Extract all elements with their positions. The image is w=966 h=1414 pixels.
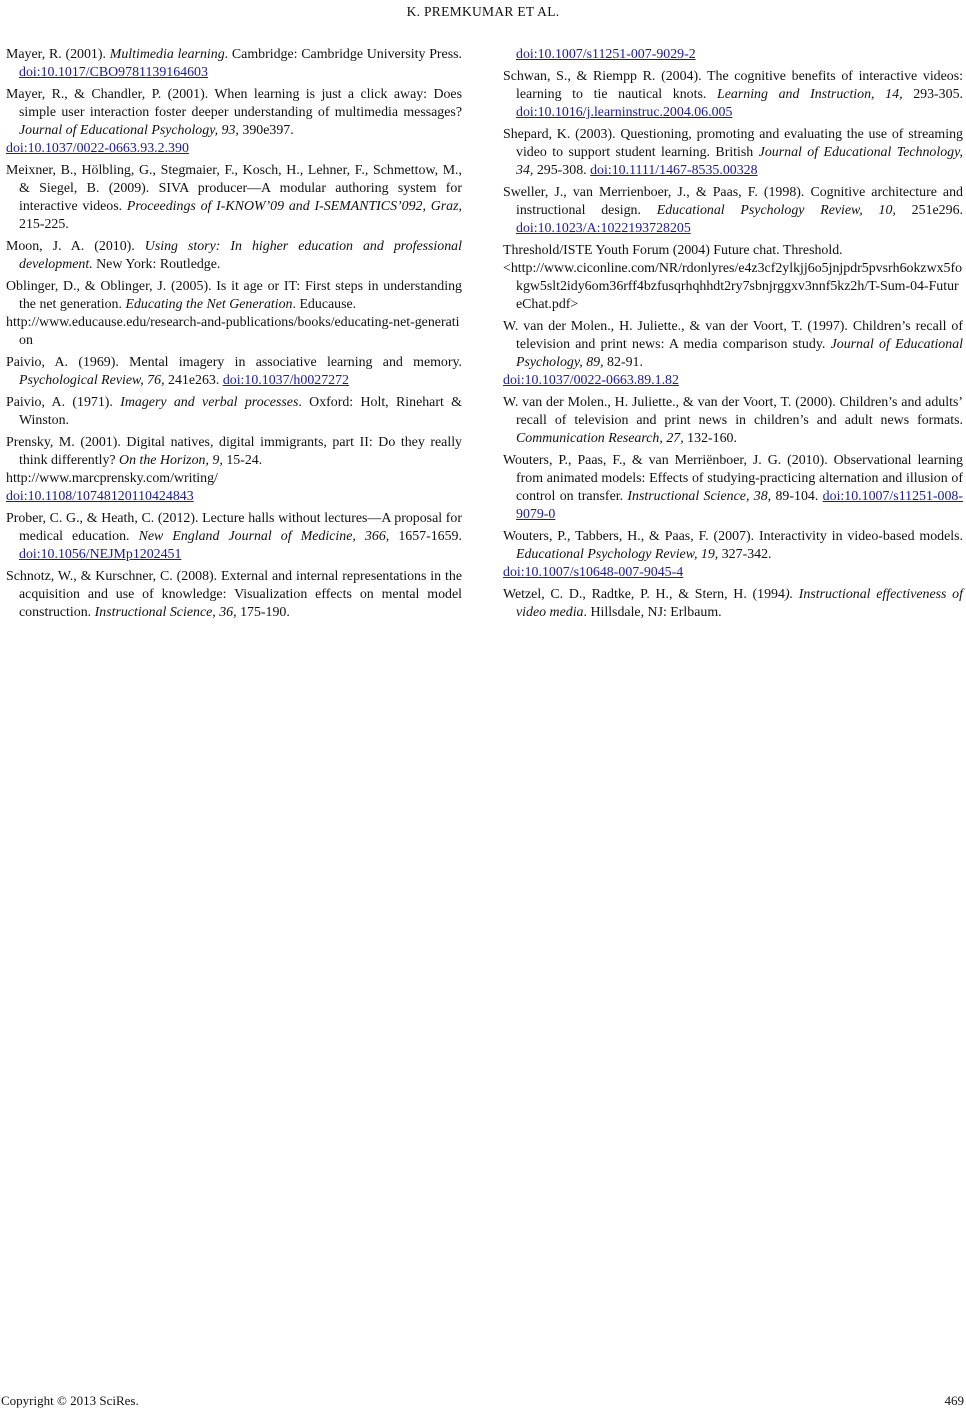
reference-url[interactable]: http://www.educause.edu/research-and-publications/books/educating-net-generation: [6, 315, 460, 349]
reference-journal: New England Journal of Medicine, 366,: [138, 528, 390, 544]
reference-item: [503, 528, 963, 582]
doi-link[interactable]: doi:10.1016/j.learninstruc.2004.06.005: [516, 104, 733, 120]
reference-item: [6, 394, 462, 430]
reference-text: Shepard, K. (2003). Questioning, promoting and evaluating the use of streaming video to support student learning. British: [503, 126, 963, 160]
reference-text: Schwan, S., & Riempp R. (2004). The cognitive benefits of interactive videos: learning to tie nautical knots.: [503, 68, 963, 102]
reference-item: [503, 318, 963, 391]
reference-text: Prensky, M. (2001). Digital natives, digital immigrants, part II: Do they really think differently?: [6, 434, 462, 468]
reference-text: Moon, J. A. (2010).: [6, 239, 145, 255]
reference-text: 175-190.: [236, 605, 290, 621]
reference-item: [503, 126, 963, 180]
reference-item: [6, 162, 462, 235]
reference-continuation: [503, 46, 963, 64]
doi-link[interactable]: doi:10.1111/1467-8535.00328: [590, 162, 758, 178]
reference-item: [6, 354, 462, 390]
running-head: K. PREMKUMAR ET AL.: [406, 4, 560, 19]
reference-text: Mayer, R. (2001).: [6, 47, 110, 62]
reference-item: [6, 510, 462, 564]
reference-text: Mayer, R., & Chandler, P. (2001). When learning is just a click away: Does simple user interaction foster deeper understanding of multimedia messages?: [6, 86, 462, 120]
reference-text: Wouters, P., Paas, F., & van Merriënboer, J. G. (2010). Observational learning from animated models: Effects of studying-practicing alternation and illusion of control on transfer.: [503, 452, 963, 505]
reference-text: Threshold/ISTE Youth Forum (2004) Future chat. Threshold.: [503, 242, 843, 258]
reference-journal: Proceedings of I-KNOW’09 and I-SEMANTICS’092, Graz,: [126, 199, 462, 215]
reference-journal: Learning and Instruction, 14,: [717, 86, 903, 102]
references-right-column: [503, 46, 963, 626]
reference-journal: Journal of Educational Psychology, 89,: [516, 336, 963, 370]
reference-text: 327-342.: [718, 547, 772, 563]
reference-journal: Instructional Science, 38,: [627, 489, 772, 505]
reference-text: 89-104.: [771, 489, 823, 505]
reference-title: Educating the Net Generation: [125, 297, 293, 313]
reference-text: 1657-1659.: [389, 528, 462, 544]
reference-text: 241e263.: [164, 373, 223, 389]
reference-item: [6, 86, 462, 159]
reference-item: [503, 452, 963, 525]
reference-item: [6, 278, 462, 351]
reference-item: [6, 568, 462, 622]
reference-text: Wouters, P., Tabbers, H., & Paas, F. (2007). Interactivity in video-based models.: [503, 528, 963, 544]
reference-item: [503, 68, 963, 122]
reference-title: Imagery and verbal processes: [120, 394, 299, 410]
reference-text: 293-305.: [902, 86, 963, 102]
reference-url[interactable]: http://www.marcprensky.com/writing/: [6, 470, 218, 486]
doi-link[interactable]: doi:10.1037/0022-0663.89.1.82: [503, 373, 679, 389]
reference-title: Using story: In higher education and professional development.: [19, 239, 462, 273]
reference-item: [6, 46, 462, 82]
reference-item: [503, 242, 963, 315]
reference-title: Multimedia learning: [109, 47, 225, 62]
reference-text: 82-91.: [603, 355, 643, 370]
reference-text: . Oxford: Holt, Rinehart & Winston.: [19, 394, 462, 428]
reference-text: 390e397.: [238, 123, 294, 139]
reference-journal: Educational Psychology Review, 19,: [516, 547, 719, 563]
reference-journal: Journal of Educational Psychology, 93,: [19, 123, 239, 139]
reference-text: 295-308.: [533, 162, 591, 178]
reference-item: [6, 434, 462, 507]
page-number: 469: [944, 1393, 964, 1408]
reference-text: 15-24.: [222, 452, 263, 468]
reference-text: 251e296.: [895, 202, 963, 218]
reference-text: 132-160.: [683, 431, 737, 447]
reference-item: [503, 184, 963, 238]
reference-text: W. van der Molen., H. Juliette., & van der Voort, T. (2000). Children’s and adults’ recall of television and print news in children’s and adult news formats.: [503, 394, 963, 428]
reference-url[interactable]: <http://www.ciconline.com/NR/rdonlyres/e4z3cf2ylkjj6o5jnjpdr5pvsrh6okzwx5fokgw5slt2idy6om36rff4bzfusqrhqhhdt2ry7sbnjrggxv3nnf5kz2h/T-Sum-04-FutureChat.pdf>: [503, 260, 963, 313]
doi-link[interactable]: doi:10.1108/10748120110424843: [6, 489, 194, 505]
doi-link[interactable]: doi:10.1007/s10648-007-9045-4: [503, 565, 684, 581]
doi-link[interactable]: doi:10.1037/0022-0663.93.2.390: [6, 141, 189, 157]
reference-text: Schnotz, W., & Kurschner, C. (2008). External and internal representations in the acquisition and use of knowledge: Visualization effects on mental model construction.: [6, 568, 462, 621]
reference-text: 215-225.: [19, 217, 69, 233]
reference-title: ). Instructional effectiveness of video media: [516, 586, 963, 621]
copyright-notice: Copyright © 2013 SciRes.: [1, 1393, 139, 1408]
reference-journal: Journal of Educational Technology, 34,: [516, 144, 963, 178]
doi-link[interactable]: doi:10.1007/s11251-007-9029-2: [516, 47, 696, 62]
references-left-column: [6, 46, 462, 626]
reference-journal: Psychological Review, 76,: [19, 373, 165, 389]
reference-text: . Educause.: [292, 297, 357, 313]
reference-text: Paivio, A. (1969). Mental imagery in associative learning and memory.: [6, 355, 462, 370]
reference-text: Prober, C. G., & Heath, C. (2012). Lecture halls without lectures—A proposal for medical education.: [6, 510, 462, 544]
doi-link[interactable]: doi:10.1056/NEJMp1202451: [19, 547, 182, 563]
reference-text: Sweller, J., van Merrienboer, J., & Paas, F. (1998). Cognitive architecture and instructional design.: [503, 184, 963, 218]
reference-journal: Educational Psychology Review, 10,: [656, 202, 896, 218]
reference-text: Oblinger, D., & Oblinger, J. (2005). Is it age or IT: First steps in understanding the net generation.: [6, 278, 462, 313]
reference-text: Paivio, A. (1971).: [6, 394, 121, 410]
doi-link[interactable]: doi:10.1023/A:1022193728205: [516, 220, 691, 236]
reference-item: [6, 238, 462, 274]
doi-link[interactable]: doi:10.1037/h0027272: [222, 373, 349, 389]
reference-text: . Cambridge: Cambridge University Press.: [224, 47, 462, 62]
doi-link[interactable]: doi:10.1007/s11251-008-9079-0: [516, 489, 963, 523]
reference-item: [503, 586, 963, 622]
reference-text: W. van der Molen., H. Juliette., & van der Voort, T. (1997). Children’s recall of television and print news: A media comparison study.: [503, 318, 963, 352]
reference-text: . Hillsdale, NJ: Erlbaum.: [583, 605, 722, 621]
page-footer: [0, 1393, 966, 1413]
reference-journal: Communication Research, 27,: [516, 431, 684, 447]
reference-item: [503, 394, 963, 448]
reference-journal: Instructional Science, 36,: [94, 605, 237, 621]
reference-text: Wetzel, C. D., Radtke, P. H., & Stern, H. (1994: [503, 586, 785, 602]
reference-text: New York: Routledge.: [92, 257, 221, 273]
doi-link[interactable]: doi:10.1017/CBO9781139164603: [19, 65, 208, 81]
reference-journal: On the Horizon, 9,: [119, 452, 223, 468]
reference-text: Meixner, B., Hölbling, G., Stegmaier, F., Kosch, H., Lehner, F., Schmettow, M., & Siegel, B. (2009). SIVA producer—A modular authoring system for interactive videos.: [6, 162, 462, 215]
